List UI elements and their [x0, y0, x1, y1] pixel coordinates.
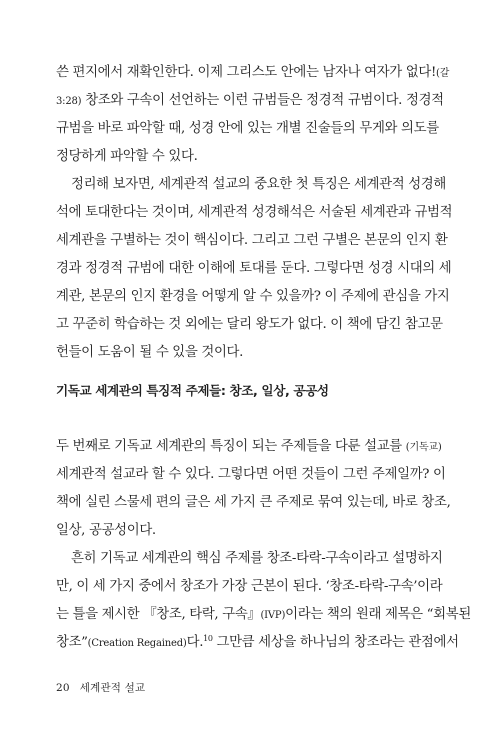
text-span: 두 번째로 기독교 세계관의 특징이 되는 주제들을 다룬 설교를	[56, 439, 406, 454]
text-line: 정리해 보자면, 세계관적 설교의 중요한 첫 특징은 세계관적 성경해	[71, 177, 446, 192]
running-title: 세계관적 설교	[79, 682, 146, 694]
text-line	[56, 438, 444, 457]
text-line	[56, 64, 450, 83]
text-span: 쓴 편지에서 재확인한다. 이제 그리스도 안에는 남자나 여자가 없다!	[56, 65, 436, 80]
text-span: 다.	[186, 635, 204, 650]
scripture-reference: (갈	[436, 68, 450, 79]
text-line: 고 꾸준히 학습하는 것 외에는 달리 왕도가 없다. 이 책에 담긴 참고문	[56, 317, 443, 332]
text-line	[56, 92, 444, 111]
page-footer	[56, 680, 145, 695]
text-line: 흔히 기독교 세계관의 핵심 주제를 창조-타락-구속이라고 설명하지	[71, 551, 443, 566]
parenthetical: (Creation Regained)	[87, 638, 187, 649]
text-line: 책에 실린 스물세 편의 글은 세 가지 큰 주제로 묶여 있는데, 바로 창조,	[56, 495, 451, 510]
text-line: 세계관을 구별하는 것이 핵심이다. 그리고 그런 구별은 본문의 인지 환	[56, 233, 448, 248]
text-span: 창조”	[56, 635, 88, 650]
parenthetical: (IVP)	[260, 610, 286, 621]
footnote-marker[interactable]: 10	[203, 634, 213, 643]
text-line: 계관, 본문의 인지 환경을 어떻게 알 수 있을까? 이 주제에 관심을 가지	[56, 289, 450, 304]
text-line	[56, 634, 459, 653]
parenthetical: (기독교)	[405, 442, 442, 453]
section-heading: 기독교 세계관의 특징적 주제들: 창조, 일상, 공공성	[56, 383, 329, 398]
text-line: 정당하게 파악할 수 있다.	[56, 149, 198, 164]
text-line: 경과 정경적 규범에 대한 이해에 토대를 둔다. 그렇다면 성경 시대의 세	[56, 261, 452, 276]
text-span: 그만큼 세상을 하나님의 창조라는 관점에서	[212, 635, 459, 650]
text-line	[56, 606, 471, 625]
text-span: 는 틀을 제시한 『창조, 타락, 구속』	[56, 607, 261, 622]
text-line: 규범을 바로 파악할 때, 성경 안에 있는 개별 진술들의 무게와 의도를	[56, 121, 439, 136]
scripture-reference: 3:28)	[56, 96, 82, 107]
text-span: 창조와 구속이 선언하는 이런 규범들은 정경적 규범이다. 정경적	[81, 93, 444, 108]
text-line: 석에 토대한다는 것이며, 세계관적 성경해석은 서술된 세계관과 규범적	[56, 205, 453, 220]
text-line: 세계관적 설교라 할 수 있다. 그렇다면 어떤 것들이 그런 주제일까? 이	[56, 467, 446, 482]
page-number: 20	[56, 682, 70, 694]
text-span: 이라는 책의 원래 제목은 “회복된	[285, 607, 471, 622]
text-line: 헌들이 도움이 될 수 있을 것이다.	[56, 345, 244, 360]
text-line: 일상, 공공성이다.	[56, 523, 156, 538]
text-line: 만, 이 세 가지 중에서 창조가 가장 근본이 된다. ‘창조-타락-구속’이라	[56, 579, 443, 594]
